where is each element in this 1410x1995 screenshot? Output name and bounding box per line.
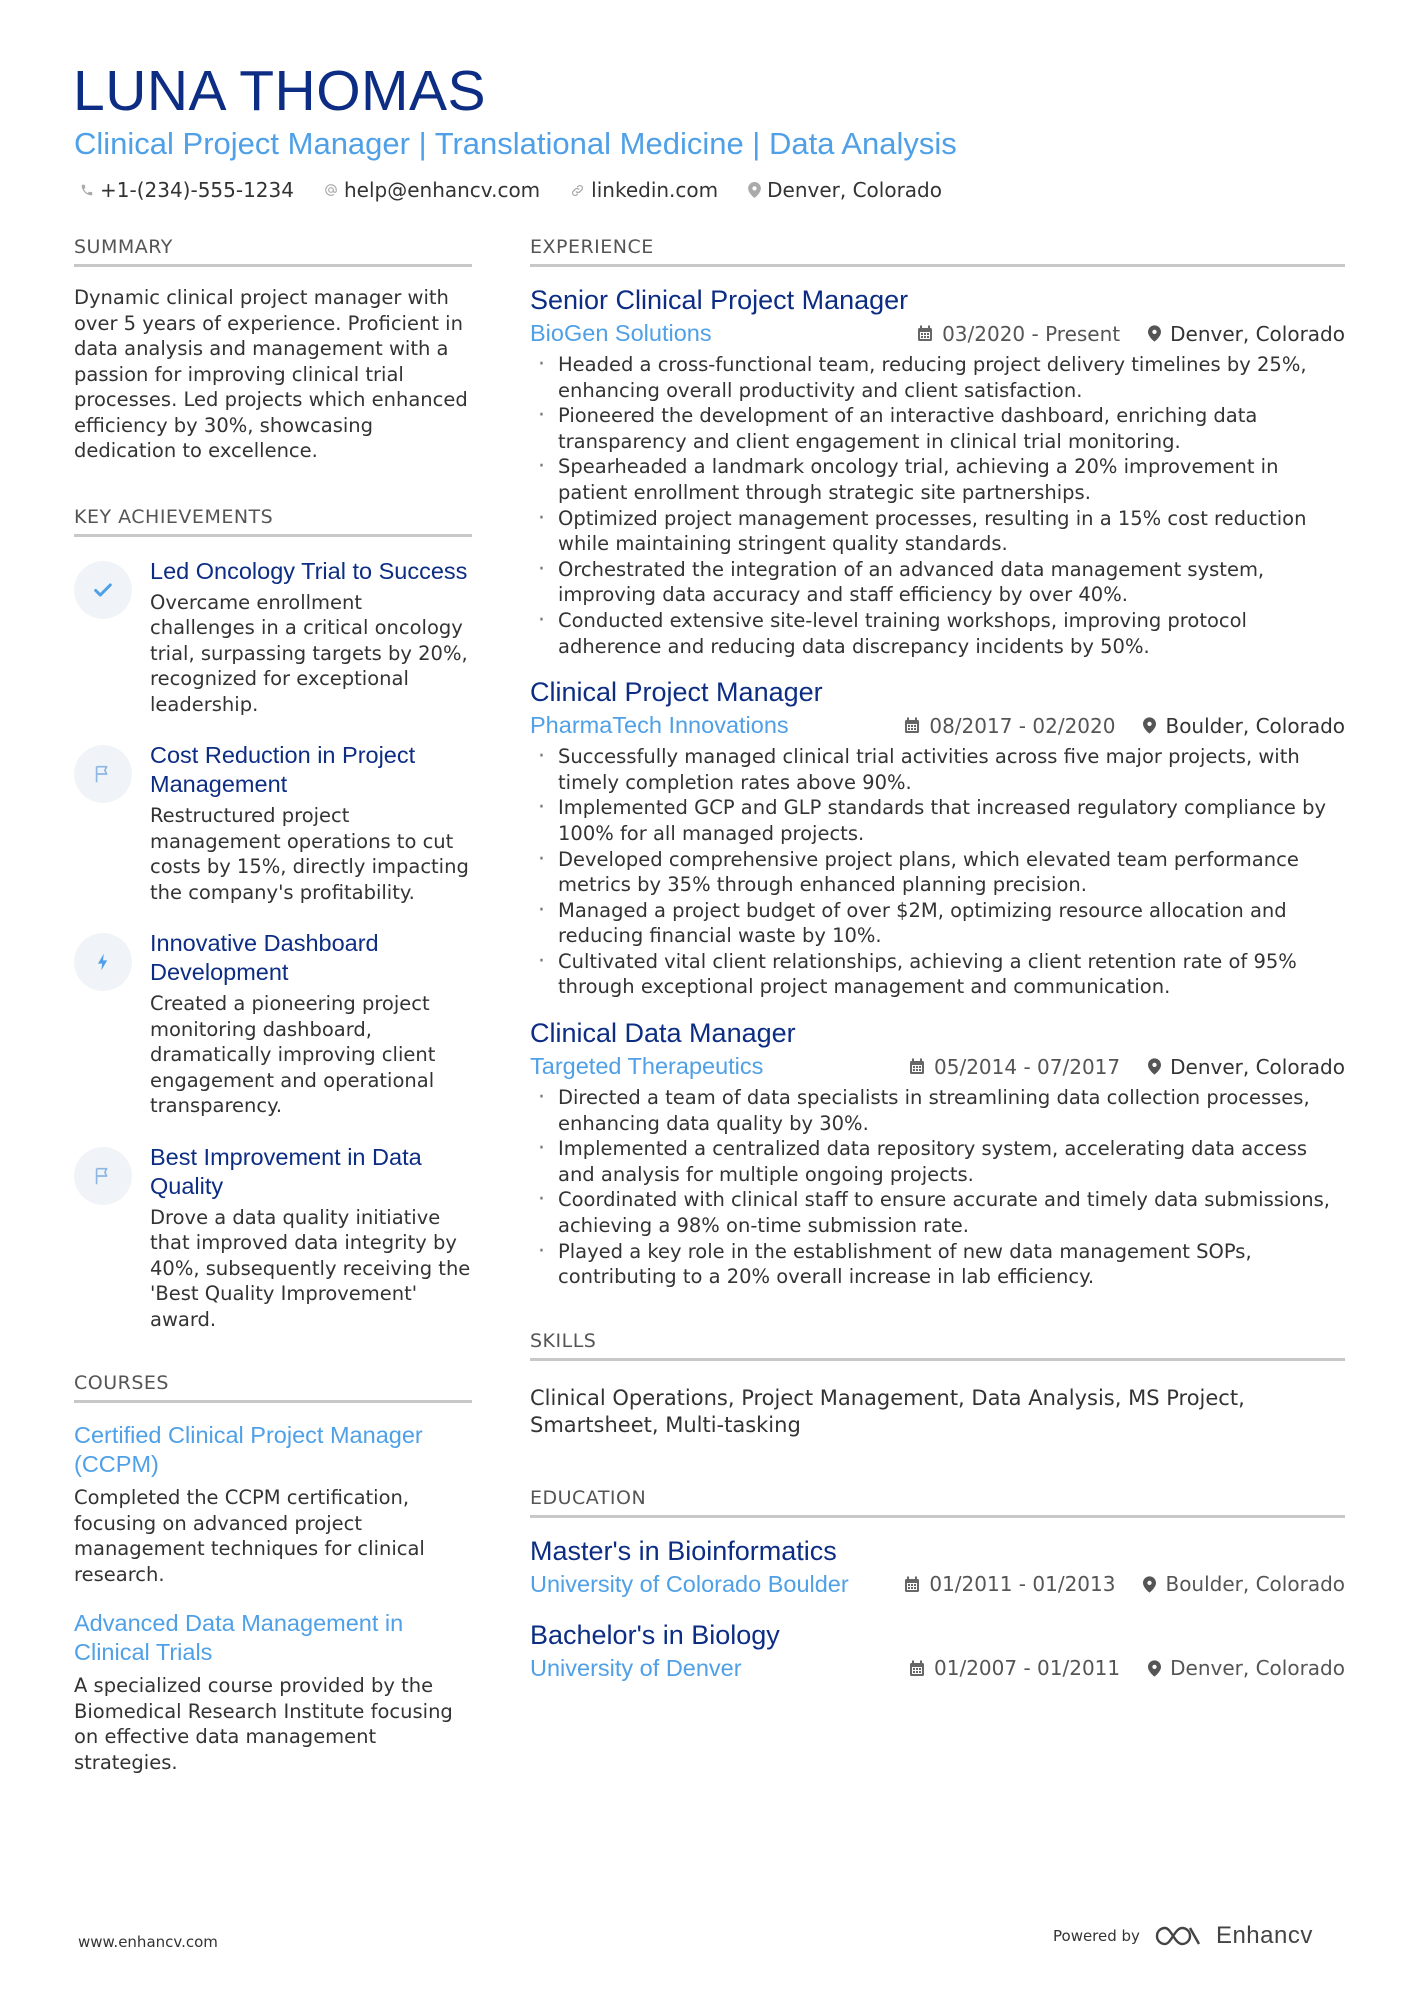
education-entry — [530, 1618, 1345, 1682]
job-location — [1148, 1055, 1345, 1079]
footer-branding — [1053, 1922, 1313, 1950]
achievement-description: Overcame enrollment challenges in a critical oncology trial, surpassing targets by 20%, recognized for exceptional leadership. — [150, 590, 468, 716]
job-entry — [530, 283, 1345, 659]
job-location — [1143, 714, 1345, 738]
education-heading: EDUCATION — [530, 1487, 1345, 1518]
contact-location — [748, 178, 942, 202]
achievement-description: Restructured project management operations to cut costs by 15%, directly impacting the company's profitability. — [150, 804, 469, 904]
location-pin-icon — [1148, 1058, 1161, 1075]
course-item — [74, 1421, 472, 1587]
bullet-item: · Developed comprehensive project plans, which elevated team performance metrics by 35% through enhanced planning precision. — [530, 847, 1345, 898]
achievements-heading: KEY ACHIEVEMENTS — [74, 506, 472, 537]
courses-heading: COURSES — [74, 1372, 472, 1403]
bullet-item: · Implemented GCP and GLP standards that increased regulatory compliance by 100% for all managed projects. — [530, 795, 1345, 846]
course-description: Completed the CCPM certification, focusing on advanced project management techniques for clinical research. — [74, 1486, 425, 1586]
left-column — [74, 236, 472, 1775]
job-location-text: Denver, Colorado — [1170, 1054, 1345, 1079]
education-location-text: Denver, Colorado — [1170, 1656, 1345, 1681]
calendar-icon — [909, 1660, 925, 1677]
flag-icon — [74, 1147, 132, 1205]
experience-heading: EXPERIENCE — [530, 236, 1345, 267]
job-title: Senior Clinical Project Manager — [530, 285, 909, 315]
contact-email[interactable] — [324, 178, 540, 202]
job-bullets — [530, 352, 1345, 659]
calendar-icon — [917, 325, 933, 342]
location-pin-icon — [748, 182, 761, 198]
education-location — [1148, 1656, 1345, 1680]
location-pin-icon — [1143, 1576, 1156, 1593]
summary-text: Dynamic clinical project manager with over 5 years of experience. Proficient in data analysis and management with a passion for improving clinical trial processes. Led projects which enhanced efficiency by 30%, showcasing dedication to excellence. — [74, 286, 468, 462]
calendar-icon — [909, 1058, 925, 1075]
phone-text: +1-(234)-555-1234 — [100, 178, 294, 202]
courses-list — [74, 1421, 472, 1775]
contact-linkedin[interactable] — [570, 178, 718, 202]
bullet-item: · Cultivated vital client relationships, achieving a client retention rate of 95% through exceptional project management and communication. — [530, 949, 1345, 1000]
candidate-headline: Clinical Project Manager | Translational Medicine | Data Analysis — [74, 126, 957, 161]
right-column — [530, 236, 1345, 1682]
achievements-list — [74, 557, 472, 1333]
achievement-item — [74, 929, 472, 1119]
company-name: Targeted Therapeutics — [530, 1053, 764, 1080]
job-dates-text: 03/2020 - Present — [942, 321, 1121, 346]
email-text[interactable]: help@enhancv.com — [343, 178, 541, 202]
bullet-item: · Headed a cross-functional team, reducing project delivery timelines by 25%, enhancing overall productivity and client satisfaction. — [530, 352, 1345, 403]
achievement-item — [74, 741, 472, 905]
link-icon — [570, 183, 585, 198]
bullet-item: · Conducted extensive site-level training workshops, improving protocol adherence and reducing data discrepancy incidents by 50%. — [530, 608, 1345, 659]
achievement-title: Best Improvement in Data Quality — [150, 1143, 422, 1199]
education-location — [1143, 1572, 1345, 1596]
location-pin-icon — [1148, 1660, 1161, 1677]
bullet-item: · Optimized project management processes, resulting in a 15% cost reduction while maintaining stringent quality standards. — [530, 506, 1345, 557]
location-text: Denver, Colorado — [767, 178, 942, 202]
skills-text: Clinical Operations, Project Management, Data Analysis, MS Project, Smartsheet, Multi-tasking — [530, 1385, 1245, 1437]
bullet-item: · Spearheaded a landmark oncology trial, achieving a 20% improvement in patient enrollment through strategic site partnerships. — [530, 454, 1345, 505]
brand-name: Enhancv — [1215, 1922, 1313, 1949]
lightning-icon — [74, 933, 132, 991]
powered-by-text: Powered by — [1053, 1927, 1140, 1945]
candidate-name: LUNA THOMAS — [73, 59, 487, 123]
bullet-item: · Played a key role in the establishment of new data management SOPs, contributing to a 20% overall increase in lab efficiency. — [530, 1239, 1345, 1290]
bullet-item: · Pioneered the development of an interactive dashboard, enriching data transparency and client engagement in clinical trial monitoring. — [530, 403, 1345, 454]
location-pin-icon — [1143, 717, 1156, 734]
phone-icon — [80, 183, 94, 197]
job-location-text: Boulder, Colorado — [1165, 713, 1345, 738]
degree-title: Bachelor's in Biology — [530, 1619, 780, 1650]
achievement-title: Led Oncology Trial to Success — [150, 557, 468, 584]
job-dates — [917, 322, 1120, 346]
job-title: Clinical Project Manager — [530, 677, 823, 708]
education-dates — [909, 1656, 1120, 1680]
course-title: Advanced Data Management in Clinical Trials — [74, 1610, 404, 1665]
education-location-text: Boulder, Colorado — [1165, 1572, 1345, 1597]
school-name: University of Denver — [530, 1654, 742, 1681]
course-title: Certified Clinical Project Manager (CCPM) — [74, 1422, 423, 1477]
bullet-item: · Implemented a centralized data repository system, accelerating data access and analysis for multiple ongoing projects. — [530, 1136, 1345, 1187]
job-bullets — [530, 744, 1345, 1000]
job-dates-text: 05/2014 - 07/2017 — [934, 1054, 1121, 1079]
check-icon — [74, 561, 132, 619]
course-item — [74, 1609, 472, 1775]
contact-bar — [80, 178, 942, 202]
bullet-item: · Successfully managed clinical trial activities across five major projects, with timely completion rates above 90%. — [530, 744, 1345, 795]
achievement-item — [74, 1143, 472, 1333]
job-location-text: Denver, Colorado — [1170, 321, 1345, 346]
education-entry — [530, 1534, 1345, 1598]
skills-heading: SKILLS — [530, 1330, 1345, 1361]
achievement-description: Drove a data quality initiative that improved data integrity by 40%, subsequently receiving the 'Best Quality Improvement' award. — [150, 1205, 471, 1331]
education-dates — [904, 1572, 1115, 1596]
education-dates-text: 01/2011 - 01/2013 — [929, 1572, 1116, 1597]
contact-phone — [80, 178, 294, 202]
bullet-item: · Managed a project budget of over $2M, optimizing resource allocation and reducing financial waste by 10%. — [530, 898, 1345, 949]
job-entry — [530, 1016, 1345, 1290]
bullet-item: · Orchestrated the integration of an advanced data management system, improving data accuracy and staff efficiency by over 40%. — [530, 557, 1345, 608]
company-name: BioGen Solutions — [530, 320, 712, 346]
linkedin-text[interactable]: linkedin.com — [591, 178, 719, 202]
bullet-item: · Coordinated with clinical staff to ensure accurate and timely data submissions, achieving a 98% on-time submission rate. — [530, 1187, 1345, 1238]
footer-website[interactable]: www.enhancv.com — [78, 1933, 218, 1951]
enhancv-logo-icon — [1154, 1923, 1202, 1949]
calendar-icon — [904, 1576, 920, 1593]
job-dates-text: 08/2017 - 02/2020 — [929, 713, 1116, 738]
school-name: University of Colorado Boulder — [530, 1570, 849, 1597]
achievement-title: Innovative Dashboard Development — [150, 930, 379, 985]
course-description: A specialized course provided by the Biomedical Research Institute focusing on effective data management strategies. — [74, 1674, 453, 1774]
education-dates-text: 01/2007 - 01/2011 — [934, 1656, 1121, 1681]
location-pin-icon — [1148, 325, 1161, 342]
job-dates — [909, 1055, 1120, 1079]
job-title: Clinical Data Manager — [530, 1018, 796, 1049]
at-icon — [324, 183, 338, 197]
job-bullets — [530, 1085, 1345, 1290]
calendar-icon — [904, 717, 920, 734]
achievement-item — [74, 557, 472, 718]
achievement-title: Cost Reduction in Project Management — [150, 742, 416, 797]
job-location — [1148, 322, 1345, 346]
summary-heading: SUMMARY — [74, 236, 472, 267]
bullet-item: · Directed a team of data specialists in streamlining data collection processes, enhancing data quality by 30%. — [530, 1085, 1345, 1136]
flag-icon — [74, 745, 132, 803]
company-name: PharmaTech Innovations — [530, 712, 789, 739]
job-entry — [530, 675, 1345, 1000]
job-dates — [904, 714, 1115, 738]
degree-title: Master's in Bioinformatics — [530, 1535, 837, 1566]
achievement-description: Created a pioneering project monitoring dashboard, dramatically improving client engagement and operational transparency. — [150, 992, 436, 1117]
